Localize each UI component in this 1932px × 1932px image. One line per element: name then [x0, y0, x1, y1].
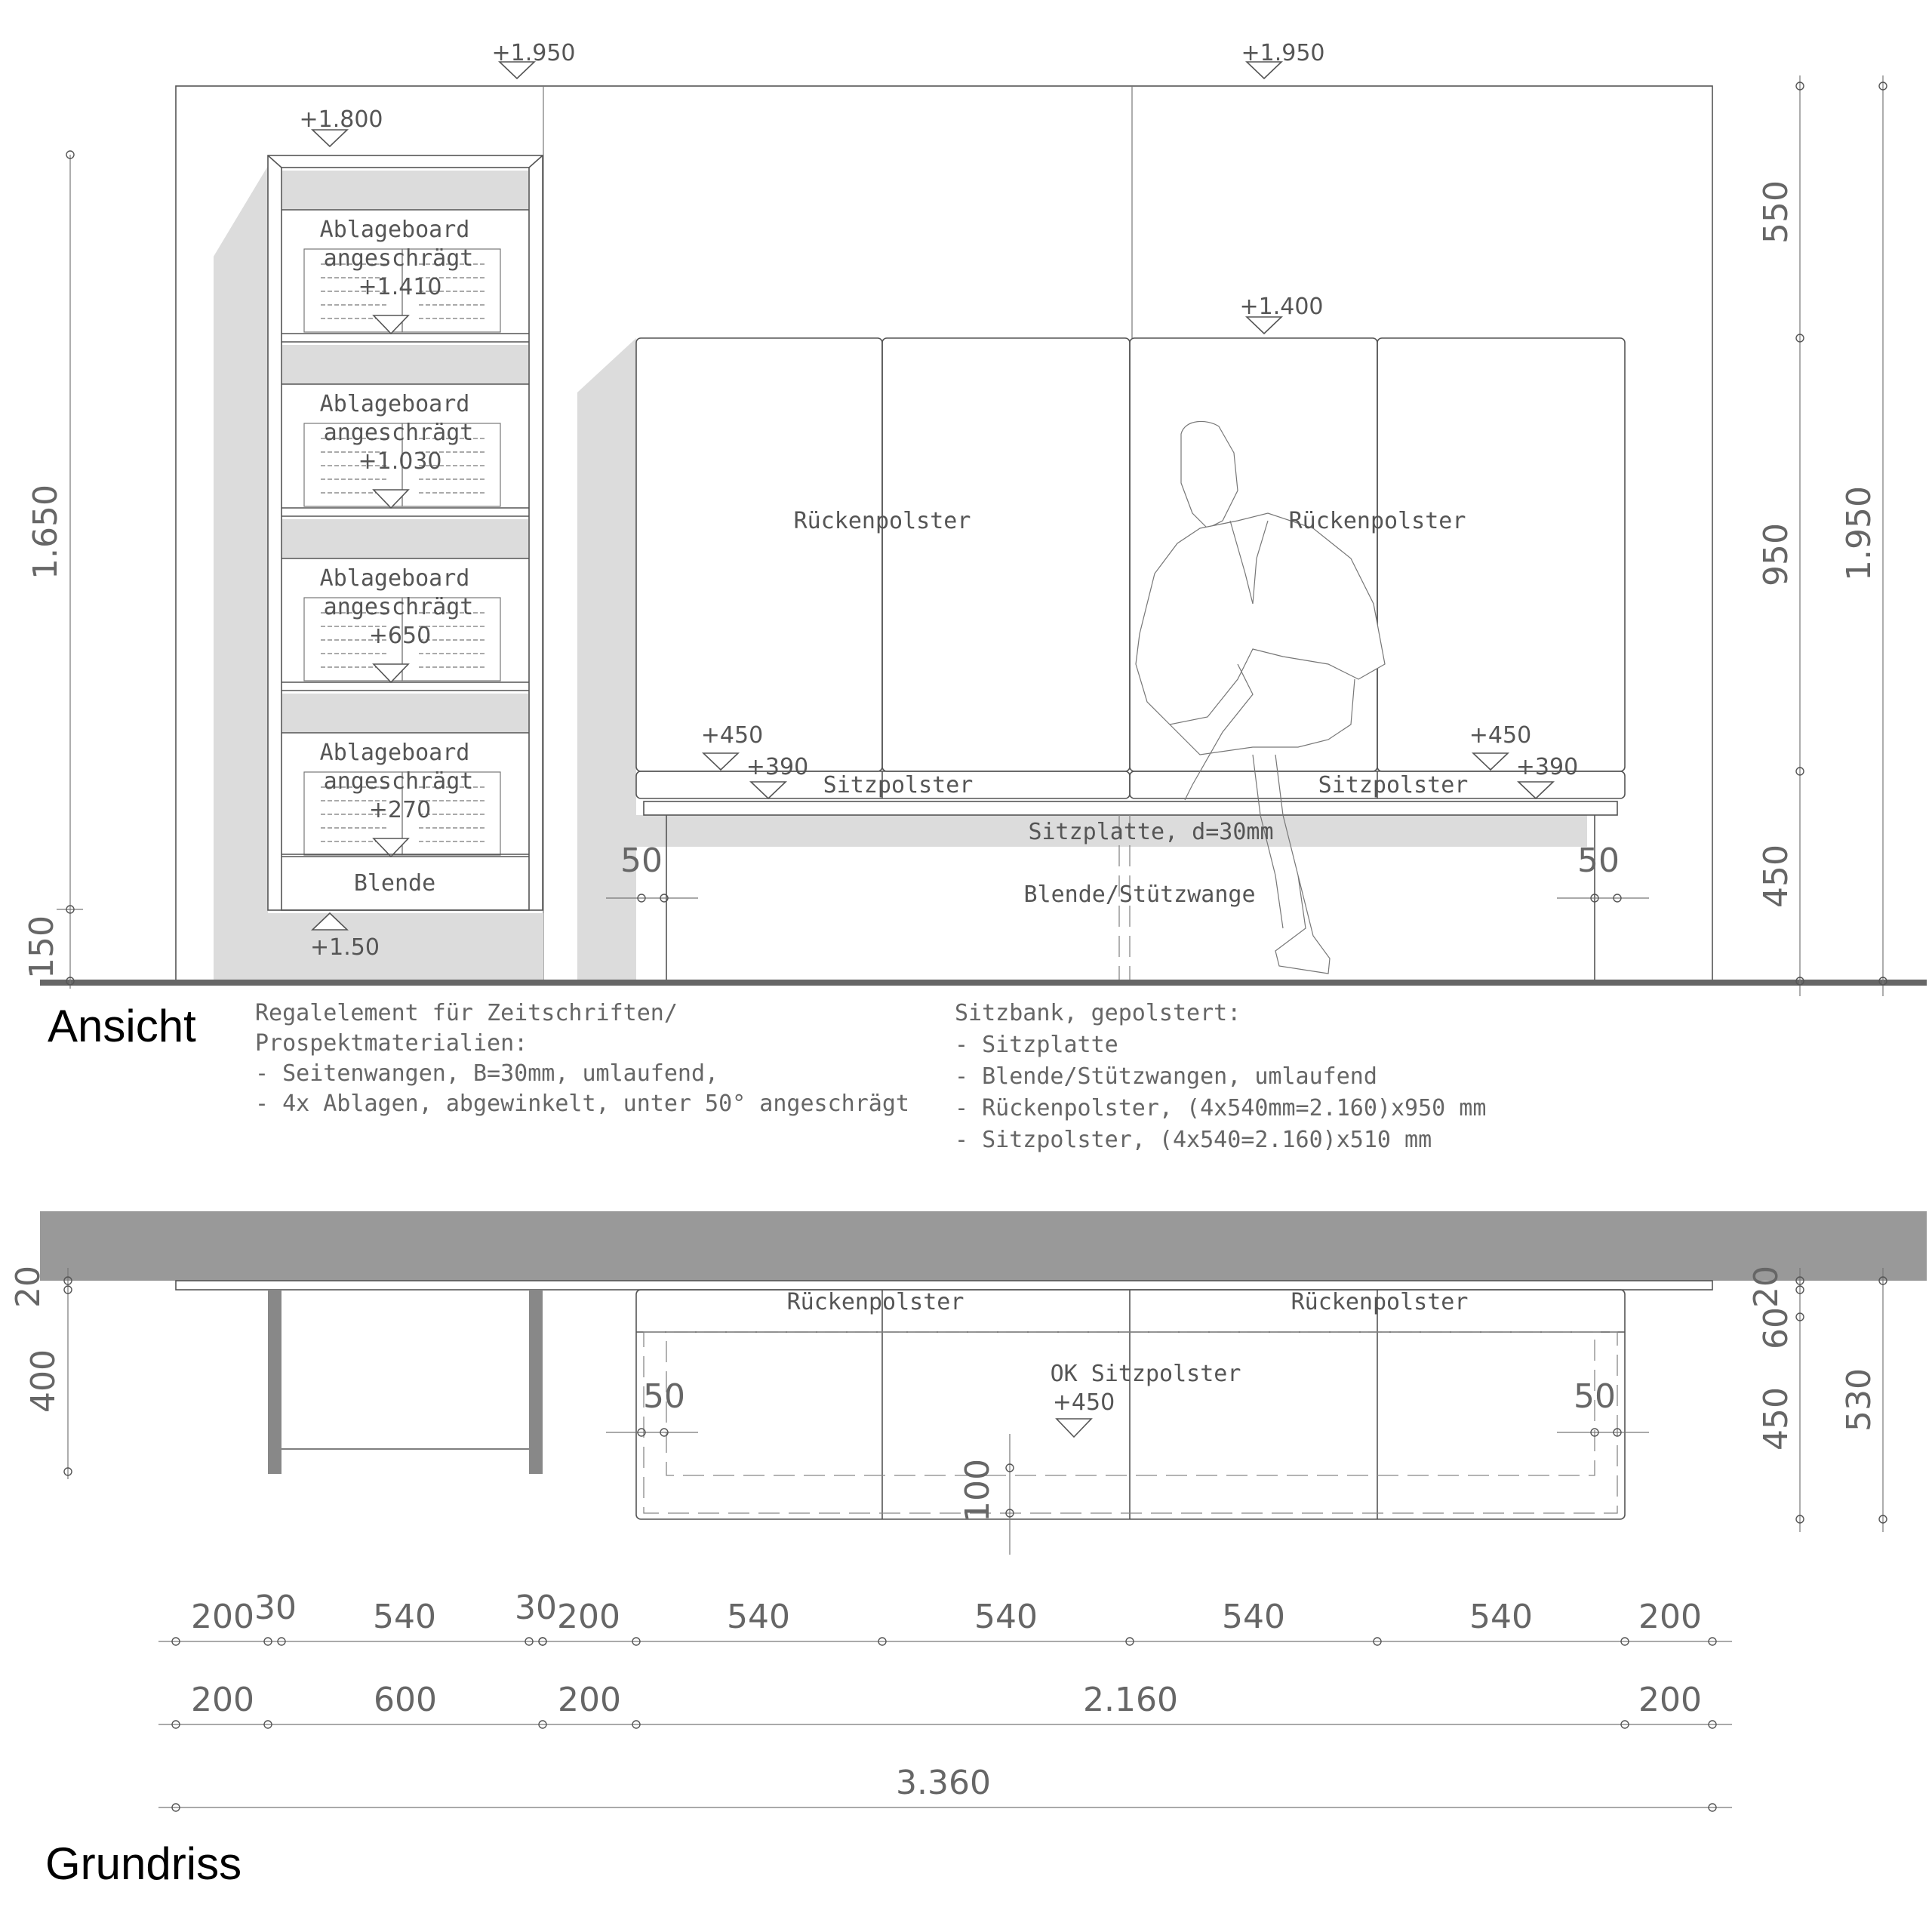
- level-value: +1.400: [1239, 294, 1324, 320]
- dimension-row: [158, 1764, 1732, 1811]
- plan-title: Grundriss: [45, 1838, 242, 1889]
- bench-shadow: [577, 338, 636, 983]
- plan-backrest-label-left: Rückenpolster: [786, 1289, 964, 1315]
- note-line: - Sitzplatte: [955, 1032, 1118, 1058]
- dimension-value: 2.160: [1083, 1681, 1178, 1719]
- blende-label: Blende: [353, 870, 436, 897]
- shelf-board-level: +1.410: [358, 274, 442, 300]
- level-value: +1.800: [299, 106, 383, 133]
- level-value: +1.950: [1241, 40, 1325, 66]
- plan-inset-dimensions: [606, 1377, 1649, 1555]
- dimension-value: 3.360: [896, 1764, 991, 1802]
- shelf-board-type: angeschrägt: [323, 768, 474, 795]
- plan-seat-top-level: +450: [1052, 1389, 1115, 1416]
- shelf-board-label: Ablageboard: [319, 391, 470, 417]
- note-line: - 4x Ablagen, abgewinkelt, unter 50° angeschrägt: [255, 1091, 909, 1117]
- level-value: +390: [746, 754, 809, 780]
- side-panel-label: Blende/Stützwange: [1023, 881, 1256, 908]
- dimension-value: 200: [1638, 1681, 1702, 1719]
- shelf-board-label: Ablageboard: [319, 740, 470, 766]
- shelf-board-type: angeschrägt: [323, 245, 474, 272]
- dimension-value: 200: [558, 1681, 621, 1719]
- plan-dim-inset-right: 50: [1574, 1377, 1616, 1416]
- shelf-board-level: +650: [368, 623, 432, 649]
- plan-bench: [636, 1290, 1625, 1519]
- elevation-title: Ansicht: [48, 1001, 196, 1051]
- plan-wall: [40, 1211, 1927, 1281]
- dimension-value: 200: [191, 1681, 254, 1719]
- plan-left-dimensions: [9, 1266, 72, 1479]
- plan-dim-left-a: 20: [9, 1266, 48, 1308]
- shelf-notes: [255, 1000, 909, 1117]
- dim-inset-left: 50: [620, 841, 663, 880]
- dim-inset-right: 50: [1577, 841, 1620, 880]
- dimension-value: 30: [254, 1589, 297, 1627]
- note-line: Sitzbank, gepolstert:: [955, 1000, 1241, 1026]
- level-marker: [1241, 40, 1324, 78]
- plan-shelf: [268, 1290, 543, 1474]
- note-line: - Rückenpolster, (4x540mm=2.160)x950 mm: [955, 1095, 1487, 1121]
- plan-dim-right-c: 450: [1757, 1387, 1795, 1451]
- level-marker: [491, 40, 575, 78]
- dimension-value: 30: [515, 1589, 557, 1627]
- shelf-board-level: +270: [368, 797, 432, 823]
- dim-left-base: 150: [23, 915, 61, 979]
- backrest-label-right: Rückenpolster: [1288, 508, 1466, 534]
- shelf-compartment: [281, 171, 529, 334]
- dimension-value: 540: [727, 1598, 790, 1636]
- plan-dim-right-total: 530: [1840, 1368, 1878, 1432]
- plan-dim-inset-left: 50: [643, 1377, 685, 1416]
- bench-notes: [955, 1000, 1486, 1153]
- dimension-value: 540: [974, 1598, 1038, 1636]
- floor-line: [40, 980, 1927, 986]
- dimension-row: [158, 1589, 1732, 1645]
- dimension-row: [158, 1681, 1732, 1728]
- note-line: Regalelement für Zeitschriften/: [255, 1000, 678, 1026]
- seat-cushion-label-left: Sitzpolster: [823, 772, 974, 798]
- dimension-value: 200: [191, 1598, 254, 1636]
- seat-board-label: Sitzplatte, d=30mm: [1028, 819, 1274, 845]
- magazine-shelf: [268, 155, 543, 910]
- dimension-value: 540: [1222, 1598, 1285, 1636]
- plan-dim-left-b: 400: [24, 1349, 63, 1413]
- plan-right-dimensions: [1747, 1266, 1887, 1532]
- dimension-value: 200: [557, 1598, 620, 1636]
- level-marker: [746, 754, 808, 798]
- level-marker: [1516, 754, 1578, 798]
- level-marker: [299, 106, 383, 146]
- dim-right-total: 1.950: [1840, 486, 1878, 581]
- shelf-board-level: +1.030: [358, 448, 442, 475]
- dimension-value: 540: [373, 1598, 436, 1636]
- elevation-right-dimensions: [1757, 75, 1887, 996]
- note-line: Prospektmaterialien:: [255, 1030, 528, 1057]
- plan-backrest-label-right: Rückenpolster: [1291, 1289, 1469, 1315]
- shelf-compartment: [281, 342, 529, 508]
- shelf-compartment: [281, 516, 529, 682]
- level-marker: [1239, 294, 1323, 334]
- note-line: - Blende/Stützwangen, umlaufend: [955, 1063, 1377, 1090]
- note-line: - Seitenwangen, B=30mm, umlaufend,: [255, 1060, 719, 1087]
- dimension-chains: [158, 1589, 1732, 1811]
- level-value: +450: [1469, 722, 1532, 749]
- seat-cushion-label-right: Sitzpolster: [1318, 772, 1469, 798]
- plan-dim-right-b: 60: [1757, 1307, 1795, 1349]
- plan-seat-top-label: OK Sitzpolster: [1050, 1361, 1241, 1387]
- shelf-compartment: [281, 691, 529, 857]
- dim-right-a: 550: [1757, 180, 1795, 244]
- dimension-value: 200: [1638, 1598, 1702, 1636]
- elevation-view: [23, 40, 1927, 1153]
- level-value: +450: [700, 722, 764, 749]
- plan-dim-right-a: 20: [1747, 1266, 1786, 1308]
- shelf-board-type: angeschrägt: [323, 594, 474, 620]
- elevation-left-dimensions: [23, 151, 83, 989]
- dimension-value: 600: [374, 1681, 437, 1719]
- level-value: +390: [1515, 754, 1579, 780]
- dim-right-c: 450: [1757, 844, 1795, 908]
- plan-dim-inner: 100: [958, 1459, 997, 1522]
- shelf-board-label: Ablageboard: [319, 565, 470, 592]
- shelf-board-type: angeschrägt: [323, 420, 474, 446]
- level-value: +1.950: [491, 40, 576, 66]
- shelf-board-label: Ablageboard: [319, 217, 470, 243]
- dim-right-b: 950: [1757, 523, 1795, 586]
- dimension-value: 540: [1469, 1598, 1533, 1636]
- note-line: - Sitzpolster, (4x540=2.160)x510 mm: [955, 1127, 1432, 1153]
- backrest-label-left: Rückenpolster: [793, 508, 971, 534]
- dim-left-total: 1.650: [26, 485, 65, 580]
- level-value: +1.50: [310, 934, 380, 961]
- plan-view: [9, 1211, 1927, 1889]
